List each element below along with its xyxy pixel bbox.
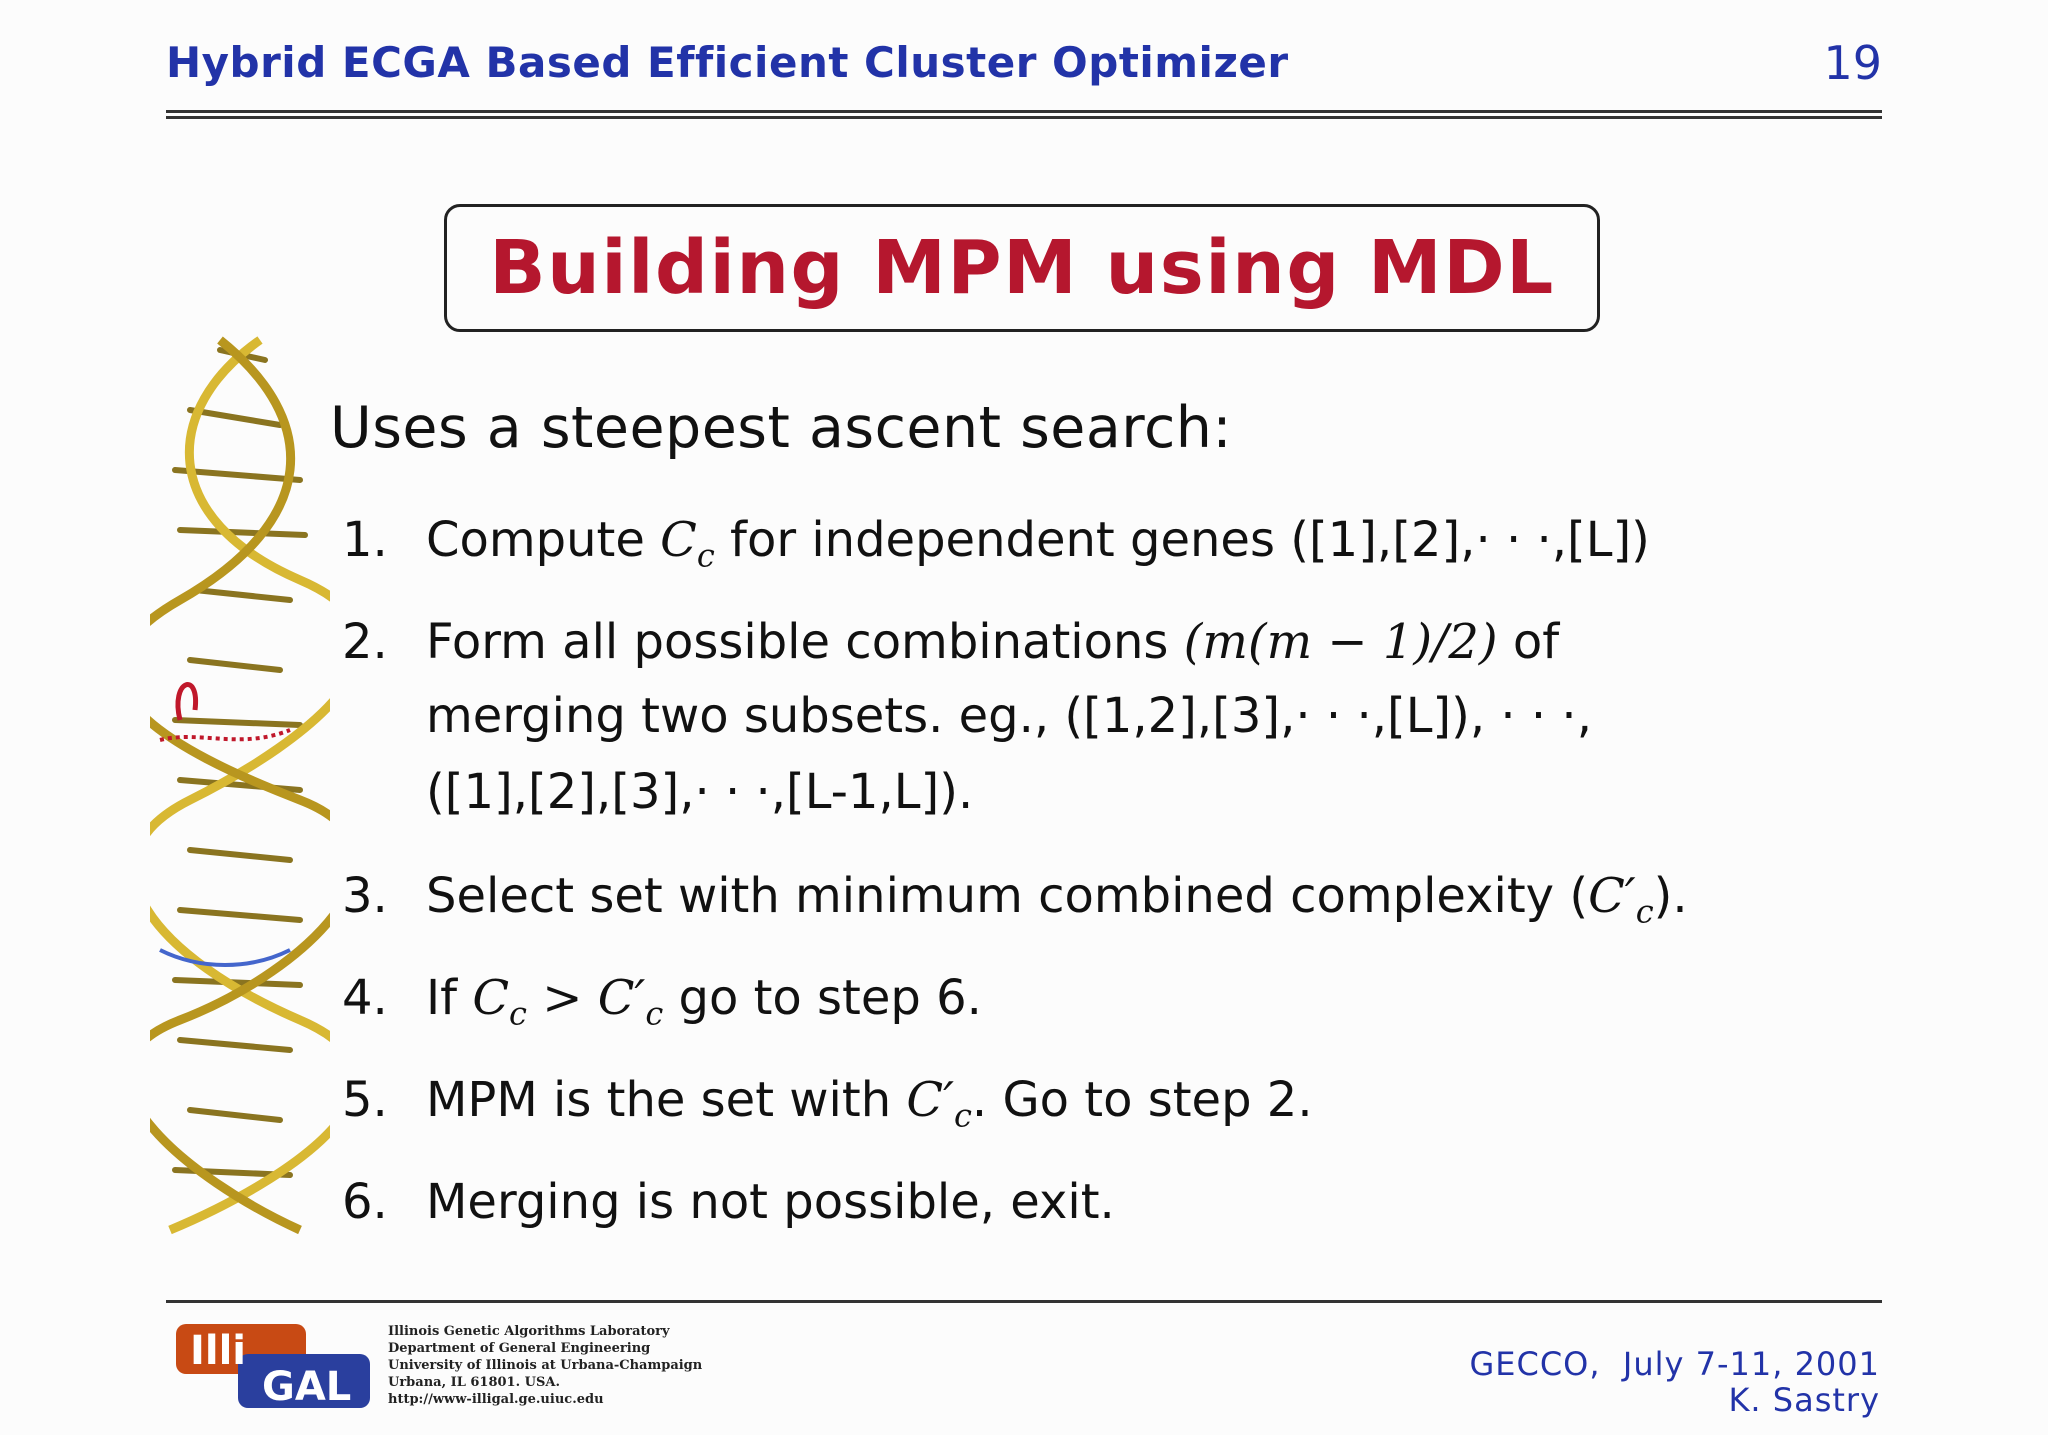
lab-info-line: Department of General Engineering (388, 1341, 651, 1356)
step-number: 3. (342, 868, 388, 924)
lab-info-line: Illinois Genetic Algorithms Laboratory (388, 1324, 670, 1339)
slide-title: Building MPM using MDL (489, 225, 1555, 311)
dna-helix-image (150, 320, 330, 1250)
dna-red-loop (178, 685, 196, 720)
step-text: ([1],[2],[3],· · ·,[L-1,L]). (426, 764, 974, 820)
header-title: Hybrid ECGA Based Efficient Cluster Optimizer (166, 38, 1289, 87)
conference-name: GECCO, July 7-11, 2001 (1469, 1345, 1880, 1383)
step-text: Form all possible combinations (m(m − 1)/2) of (426, 614, 1560, 670)
illigal-logo (176, 1318, 372, 1410)
lab-info-line: http://www-illigal.ge.uiuc.edu (388, 1392, 604, 1407)
step-number: 5. (342, 1072, 388, 1128)
conference-info (1469, 1346, 1880, 1418)
step-number: 4. (342, 970, 388, 1026)
slide-title-box (444, 204, 1600, 332)
step-number: 2. (342, 614, 388, 670)
lab-info (388, 1323, 702, 1408)
step-text: Compute $C_c$ for independent genes ([1],[2],· · ·,[L]) (426, 512, 1650, 575)
page-number: 19 (1823, 36, 1882, 90)
step-text: Select set with minimum combined complexity $(C'_c)$. (426, 868, 1688, 931)
slide-intro: Uses a steepest ascent search: (330, 395, 1233, 461)
header-rule-top (166, 110, 1882, 113)
step-text: Merging is not possible, exit. (426, 1174, 1115, 1230)
step-text: merging two subsets. eg., ([1,2],[3],· · ·,[L]), · · ·, (426, 688, 1592, 744)
dna-red-marker (160, 730, 290, 740)
logo-text-gal: GAL (262, 1364, 352, 1410)
logo-text-illi: Illi (190, 1328, 247, 1374)
header-rule-bottom (166, 116, 1882, 119)
step-text: MPM is the set with $C'_c$. Go to step 2. (426, 1072, 1313, 1135)
lab-info-line: University of Illinois at Urbana-Champaign (388, 1358, 703, 1373)
step-text: If $C_c > C'_c$ go to step 6. (426, 970, 982, 1033)
step-number: 1. (342, 512, 388, 568)
footer-rule (166, 1300, 1882, 1303)
author-name: K. Sastry (1728, 1381, 1880, 1419)
lab-info-line: Urbana, IL 61801. USA. (388, 1375, 560, 1390)
step-number: 6. (342, 1174, 388, 1230)
